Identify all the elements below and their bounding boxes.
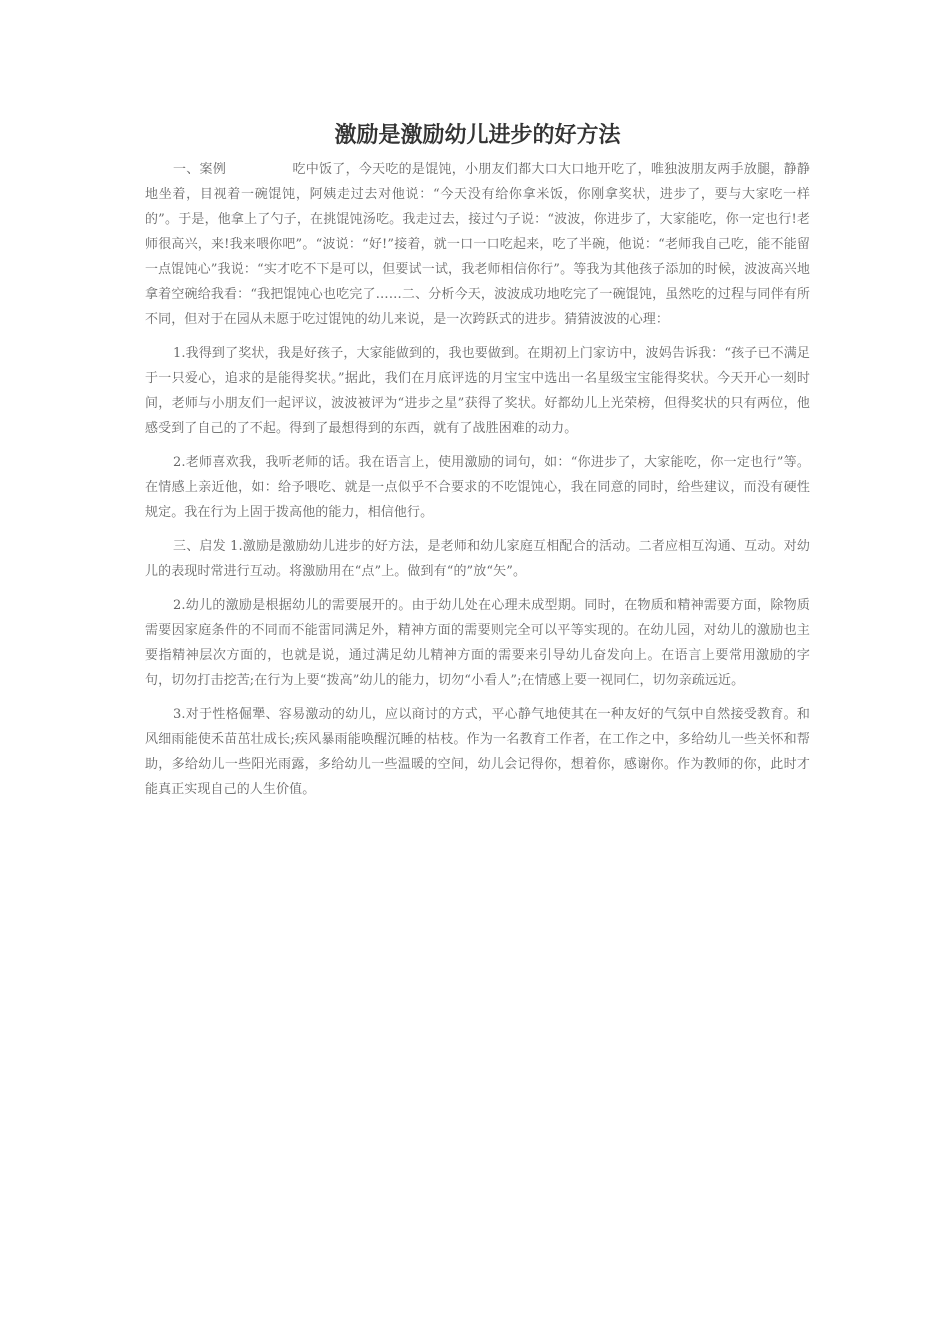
paragraph-inspiration-1: 三、启发 1.激励是激励幼儿进步的好方法，是老师和幼儿家庭互相配合的活动。二者应相互沟通、互动。对幼儿的表现时常进行互动。将激励用在“点”上。做到有“的”放“矢”。 bbox=[145, 539, 810, 579]
paragraph-case: 一、案例 吃中饭了，今天吃的是馄饨，小朋友们都大口大口地开吃了，唯独波朋友两手放腿，静静地坐着，目视着一碗馄饨，阿姨走过去对他说：“今天没有给你拿米饭，你刚拿奖状，进步了，要与大家吃一样的”。于是，他拿上了勺子，在挑馄饨汤吃。我走过去，接过勺子说：“波波，你进步了，大家能吃，你一定也行!老师很高兴，来!我来喂你吧”。“波说：“好!”接着，就一口一口吃起来，吃了半碗，他说：“老师我自己吃，能不能留一点馄饨心”我说：“实才吃不下是可以，但要试一试，我老师相信你行”。等我为其他孩子添加的时候，波波高兴地拿着空碗给我看：“我把馄饨心也吃完了……二、分析今天，波波成功地吃完了一碗馄饨，虽然吃的过程与同伴有所不同，但对于在园从未愿于吃过馄饨的幼儿来说，是一次跨跃式的进步。猜猜波波的心理： bbox=[145, 162, 810, 327]
paragraph-point-1: 1.我得到了奖状，我是好孩子，大家能做到的，我也要做到。在期初上门家访中，波妈告诉我：“孩子已不满足于一只爱心，追求的是能得奖状。”据此，我们在月底评选的月宝宝中选出一名星级宝宝能得奖状。今天开心一刻时间，老师与小朋友们一起评议，波波被评为“进步之星”获得了奖状。好都幼儿上光荣榜，但得奖状的只有两位，他感受到了自己的了不起。得到了最想得到的东西，就有了战胜困难的动力。 bbox=[145, 346, 810, 436]
document-title: 激励是激励幼儿进步的好方法 bbox=[334, 123, 621, 148]
paragraph-point-2: 2.老师喜欢我，我听老师的话。我在语言上，使用激励的词句，如：“你进步了，大家能吃，你一定也行”等。在情感上亲近他，如：给予喂吃、就是一点似乎不合要求的不吃馄饨心，我在同意的同时，给些建议，而没有硬性规定。我在行为上固于拨高他的能力，相信他行。 bbox=[145, 455, 810, 520]
paragraph-inspiration-3: 3.对于性格倔犟、容易激动的幼儿，应以商讨的方式，平心静气地使其在一种友好的气氛中自然接受教育。和风细雨能使禾苗茁壮成长;疾风暴雨能唤醒沉睡的枯枝。作为一名教育工作者，在工作之中，多给幼儿一些关怀和帮助，多给幼儿一些阳光雨露，多给幼儿一些温暖的空间，幼儿会记得你，想着你，感谢你。作为教师的你，此时才能真正实现自己的人生价值。 bbox=[145, 707, 810, 797]
document-body bbox=[145, 157, 810, 811]
paragraph-inspiration-2: 2.幼儿的激励是根据幼儿的需要展开的。由于幼儿处在心理未成型期。同时，在物质和精神需要方面，除物质需要因家庭条件的不同而不能雷同满足外，精神方面的需要则完全可以平等实现的。在幼儿园，对幼儿的激励也主要指精神层次方面的，也就是说，通过满足幼儿精神方面的需要来引导幼儿奋发向上。在语言上要常用激励的字句，切勿打击挖苦;在行为上要“拨高”幼儿的能力，切勿“小看人”;在情感上要一视同仁，切勿亲疏远近。 bbox=[145, 598, 810, 688]
